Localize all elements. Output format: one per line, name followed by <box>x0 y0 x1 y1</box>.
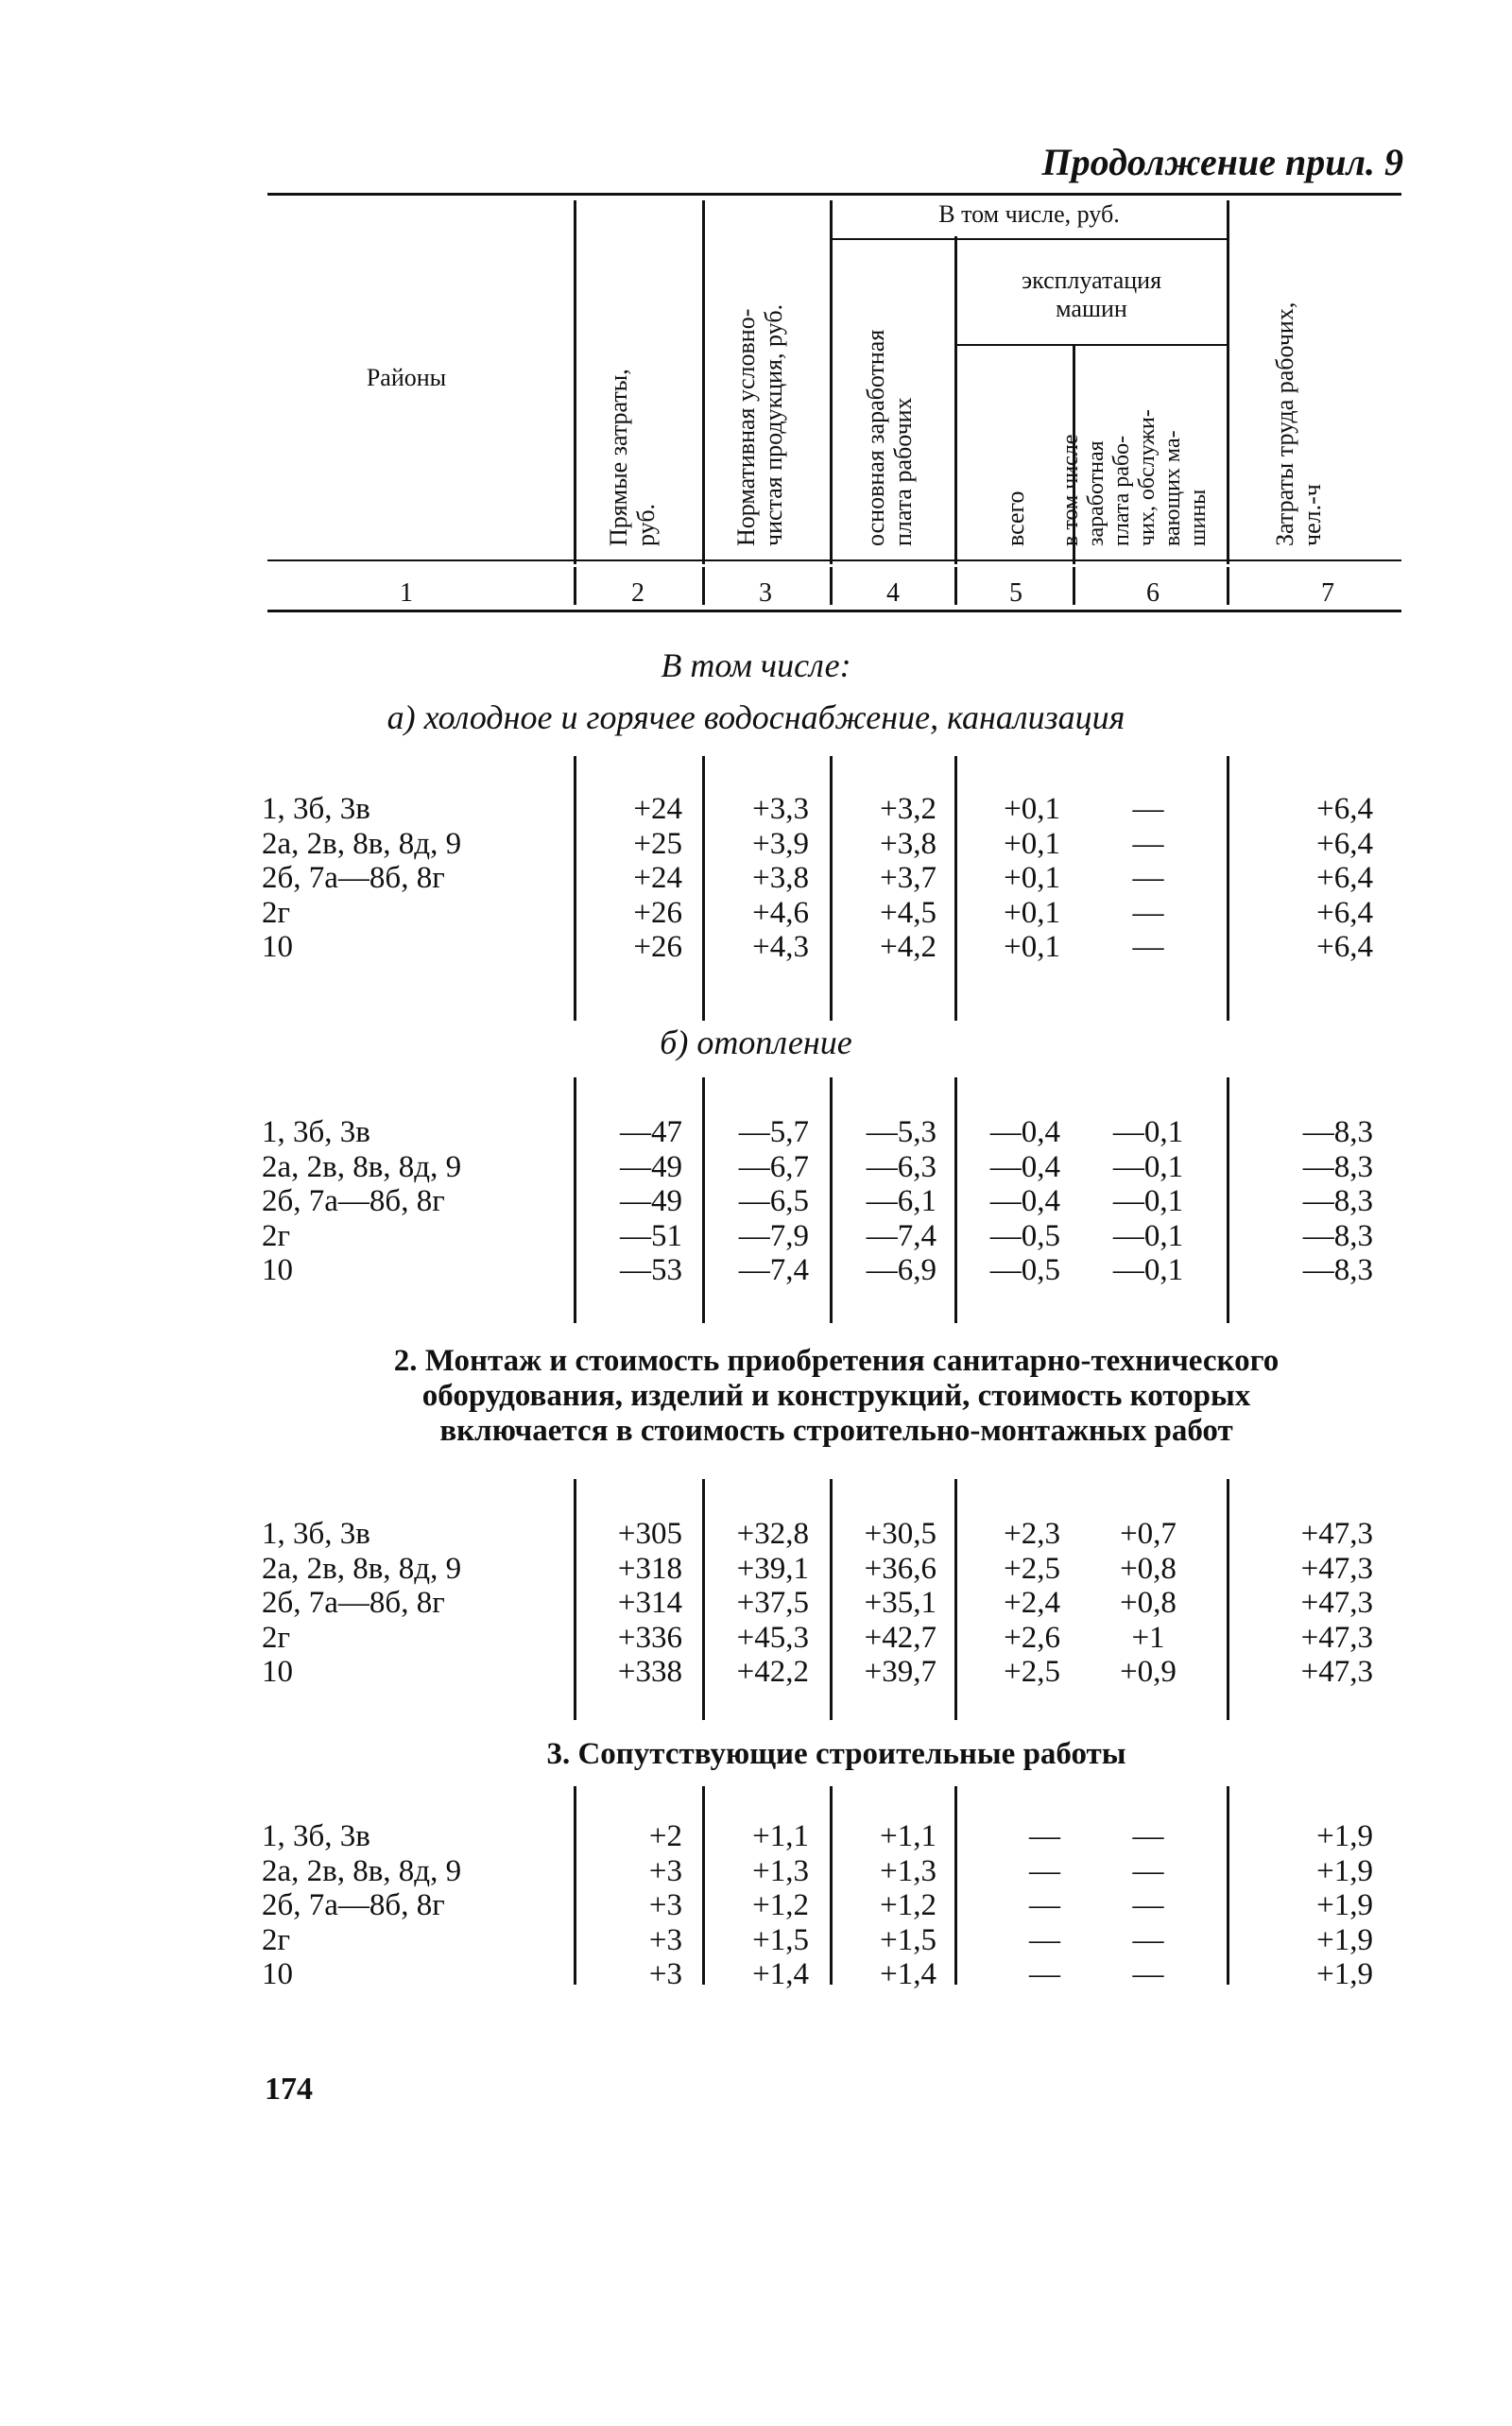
region-label: 2г <box>262 1218 291 1253</box>
col-header-net-product: Нормативная условно- чистая продукция, руб. <box>732 303 787 546</box>
region-label: 2а, 2в, 8в, 8д, 9 <box>262 1149 462 1184</box>
table-cell: — <box>1132 826 1164 861</box>
section-2-title-line: оборудования, изделий и конструкций, стоимость которых <box>421 1379 1251 1413</box>
header-bottom-rule <box>267 559 1401 561</box>
column-divider <box>702 1786 705 1985</box>
table-cell: +0,1 <box>1004 826 1060 861</box>
region-label: 1, 3б, 3в <box>262 1819 370 1853</box>
table-cell: +47,3 <box>1300 1517 1373 1551</box>
table-cell: +2,5 <box>1004 1655 1060 1689</box>
table-cell: +47,3 <box>1300 1655 1373 1689</box>
table-cell: +1,9 <box>1316 1922 1373 1957</box>
table-cell: +39,7 <box>864 1655 936 1689</box>
number-divider <box>574 567 576 605</box>
column-divider <box>574 1077 576 1323</box>
table-cell: — <box>1132 1922 1164 1957</box>
header-divider <box>830 200 833 564</box>
table-cell: +0,1 <box>1004 895 1060 930</box>
table-cell: +45,3 <box>736 1620 809 1655</box>
column-divider <box>954 1479 957 1720</box>
table-cell: +305 <box>617 1517 682 1551</box>
table-cell: —47 <box>620 1115 682 1149</box>
table-cell: — <box>1132 930 1164 964</box>
table-cell: —7,9 <box>738 1218 809 1253</box>
col-header-regions: Районы <box>366 364 447 391</box>
number-divider <box>954 567 957 605</box>
table-cell: —49 <box>620 1184 682 1218</box>
group-header-including: В том числе, руб. <box>938 200 1120 228</box>
col-header-base-wage: основная заработная плата рабочих <box>862 329 917 546</box>
table-cell: +26 <box>633 930 682 964</box>
table-cell: +42,7 <box>864 1620 936 1655</box>
table-cell: +3,8 <box>880 826 936 861</box>
table-cell: +338 <box>617 1655 682 1689</box>
table-cell: — <box>1029 1853 1060 1888</box>
region-label: 2а, 2в, 8в, 8д, 9 <box>262 1853 462 1888</box>
table-cell: +0,1 <box>1004 792 1060 826</box>
section-2-title-line: включается в стоимость строительно-монтажных работ <box>439 1414 1233 1448</box>
table-cell: +3,3 <box>752 792 809 826</box>
table-cell: +1,5 <box>880 1922 936 1957</box>
table-cell: +47,3 <box>1300 1620 1373 1655</box>
column-divider <box>830 1786 833 1985</box>
number-divider <box>1227 567 1229 605</box>
table-cell: +36,6 <box>864 1551 936 1586</box>
section-a-title: а) холодное и горячее водоснабжение, канализация <box>387 698 1125 736</box>
table-cell: —8,3 <box>1302 1253 1373 1287</box>
table-cell: — <box>1029 1922 1060 1957</box>
table-cell: — <box>1029 1957 1060 1991</box>
table-cell: — <box>1029 1888 1060 1922</box>
table-cell: +3,7 <box>880 861 936 895</box>
group-rule <box>832 238 1227 240</box>
column-divider <box>1227 1479 1229 1720</box>
col-number: 5 <box>1009 578 1022 608</box>
table-cell: +3,9 <box>752 826 809 861</box>
table-cell: +0,1 <box>1004 930 1060 964</box>
table-cell: — <box>1132 1888 1164 1922</box>
table-cell: —6,1 <box>866 1184 936 1218</box>
table-cell: +1,2 <box>880 1888 936 1922</box>
column-divider <box>954 1077 957 1323</box>
intro-heading: В том числе: <box>661 646 851 684</box>
table-cell: +26 <box>633 895 682 930</box>
table-cell: +6,4 <box>1316 861 1373 895</box>
table-cell: +6,4 <box>1316 930 1373 964</box>
table-cell: +1,4 <box>752 1957 809 1991</box>
number-divider <box>702 567 705 605</box>
region-label: 10 <box>262 1655 293 1689</box>
table-cell: +6,4 <box>1316 792 1373 826</box>
table-cell: — <box>1132 861 1164 895</box>
table-cell: +47,3 <box>1300 1551 1373 1586</box>
column-divider <box>954 1786 957 1985</box>
table-cell: —8,3 <box>1302 1218 1373 1253</box>
table-cell: —0,4 <box>989 1184 1060 1218</box>
subgroup-header-machines: эксплуатация машин <box>1021 267 1162 322</box>
table-cell: +336 <box>617 1620 682 1655</box>
table-cell: +39,1 <box>736 1551 809 1586</box>
region-label: 10 <box>262 930 293 964</box>
table-cell: +3 <box>648 1853 682 1888</box>
region-label: 2б, 7а—8б, 8г <box>262 861 445 895</box>
table-cell: +2,4 <box>1004 1586 1060 1620</box>
table-cell: +314 <box>617 1586 682 1620</box>
table-cell: +4,6 <box>752 895 809 930</box>
table-cell: —53 <box>620 1253 682 1287</box>
table-cell: +3 <box>648 1957 682 1991</box>
table-cell: +1,4 <box>880 1957 936 1991</box>
table-cell: — <box>1132 1957 1164 1991</box>
col-number: 6 <box>1146 578 1160 608</box>
section-3-title: 3. Сопутствующие строительные работы <box>546 1737 1126 1771</box>
table-cell: +4,3 <box>752 930 809 964</box>
column-divider <box>1227 1077 1229 1323</box>
table-cell: +3,2 <box>880 792 936 826</box>
column-divider <box>830 756 833 1021</box>
table-cell: —8,3 <box>1302 1149 1373 1184</box>
table-cell: +2,6 <box>1004 1620 1060 1655</box>
number-divider <box>1073 567 1075 605</box>
table-cell: —6,9 <box>866 1253 936 1287</box>
table-cell: —6,5 <box>738 1184 809 1218</box>
table-cell: —0,5 <box>989 1218 1060 1253</box>
table-cell: +24 <box>633 792 682 826</box>
region-label: 2б, 7а—8б, 8г <box>262 1586 445 1620</box>
col-header-operator-wage: в том числе заработная плата рабо- чих, обслужи- вающих ма- шины <box>1058 409 1211 546</box>
table-cell: —51 <box>620 1218 682 1253</box>
table-cell: +47,3 <box>1300 1586 1373 1620</box>
column-divider <box>574 1786 576 1985</box>
table-cell: +25 <box>633 826 682 861</box>
column-divider <box>574 756 576 1021</box>
table-cell: —49 <box>620 1149 682 1184</box>
section-b-title: б) отопление <box>660 1024 852 1061</box>
table-cell: +30,5 <box>864 1517 936 1551</box>
table-cell: — <box>1132 1853 1164 1888</box>
number-divider <box>830 567 833 605</box>
table-cell: +32,8 <box>736 1517 809 1551</box>
table-cell: +6,4 <box>1316 826 1373 861</box>
column-divider <box>702 1077 705 1323</box>
table-cell: +0,9 <box>1120 1655 1177 1689</box>
region-label: 2г <box>262 1922 291 1957</box>
table-cell: +1,3 <box>880 1853 936 1888</box>
table-cell: —0,4 <box>989 1149 1060 1184</box>
table-cell: —6,7 <box>738 1149 809 1184</box>
running-title: Продолжение прил. 9 <box>1041 141 1403 183</box>
column-divider <box>830 1479 833 1720</box>
col-header-labor: Затраты труда рабочих, чел.-ч <box>1271 301 1326 546</box>
subgroup-rule <box>956 344 1227 346</box>
column-divider <box>830 1077 833 1323</box>
table-cell: +37,5 <box>736 1586 809 1620</box>
table-cell: +1,9 <box>1316 1957 1373 1991</box>
table-cell: — <box>1132 895 1164 930</box>
table-cell: +2,3 <box>1004 1517 1060 1551</box>
table-cell: +0,8 <box>1120 1586 1177 1620</box>
table-cell: — <box>1029 1819 1060 1853</box>
region-label: 2б, 7а—8б, 8г <box>262 1184 445 1218</box>
table-cell: —0,5 <box>989 1253 1060 1287</box>
table-cell: — <box>1132 792 1164 826</box>
table-cell: +1,9 <box>1316 1819 1373 1853</box>
region-label: 2б, 7а—8б, 8г <box>262 1888 445 1922</box>
region-label: 10 <box>262 1253 293 1287</box>
table-cell: +1 <box>1131 1620 1165 1655</box>
table-cell: +1,2 <box>752 1888 809 1922</box>
col-number: 2 <box>631 578 644 608</box>
table-cell: +0,7 <box>1120 1517 1177 1551</box>
region-label: 2г <box>262 895 291 930</box>
table-cell: +0,1 <box>1004 861 1060 895</box>
table-cell: — <box>1132 1819 1164 1853</box>
table-cell: +3 <box>648 1888 682 1922</box>
col-number: 1 <box>400 578 413 608</box>
region-label: 2а, 2в, 8в, 8д, 9 <box>262 826 462 861</box>
region-label: 1, 3б, 3в <box>262 792 370 826</box>
table-cell: +1,1 <box>752 1819 809 1853</box>
region-label: 1, 3б, 3в <box>262 1517 370 1551</box>
column-divider <box>1227 756 1229 1021</box>
region-label: 1, 3б, 3в <box>262 1115 370 1149</box>
table-cell: —0,1 <box>1112 1184 1184 1218</box>
table-cell: —7,4 <box>738 1253 809 1287</box>
table-cell: —0,4 <box>989 1115 1060 1149</box>
table-cell: +6,4 <box>1316 895 1373 930</box>
table-cell: +3,8 <box>752 861 809 895</box>
table-cell: +2 <box>648 1819 682 1853</box>
table-cell: —0,1 <box>1112 1149 1184 1184</box>
table-cell: +1,5 <box>752 1922 809 1957</box>
table-cell: +35,1 <box>864 1586 936 1620</box>
table-cell: +1,9 <box>1316 1853 1373 1888</box>
header-divider <box>574 200 576 564</box>
table-cell: +1,3 <box>752 1853 809 1888</box>
table-cell: +0,8 <box>1120 1551 1177 1586</box>
col-header-direct-costs: Прямые затраты, руб. <box>605 369 660 546</box>
section-2-title-line: 2. Монтаж и стоимость приобретения санитарно-технического <box>393 1344 1280 1378</box>
table-cell: +2,5 <box>1004 1551 1060 1586</box>
region-label: 2г <box>262 1620 291 1655</box>
column-divider <box>954 756 957 1021</box>
table-cell: +4,2 <box>880 930 936 964</box>
table-cell: +42,2 <box>736 1655 809 1689</box>
table-cell: —0,1 <box>1112 1218 1184 1253</box>
col-number: 3 <box>759 578 772 608</box>
region-label: 10 <box>262 1957 293 1991</box>
table-cell: +24 <box>633 861 682 895</box>
table-head-bottom-rule <box>267 610 1401 612</box>
header-top-rule <box>267 193 1401 196</box>
header-divider <box>1227 200 1229 564</box>
table-cell: —8,3 <box>1302 1184 1373 1218</box>
column-divider <box>574 1479 576 1720</box>
table-cell: +4,5 <box>880 895 936 930</box>
table-cell: —5,7 <box>738 1115 809 1149</box>
table-cell: +318 <box>617 1551 682 1586</box>
table-cell: —8,3 <box>1302 1115 1373 1149</box>
column-divider <box>702 1479 705 1720</box>
table-cell: —0,1 <box>1112 1253 1184 1287</box>
column-divider <box>702 756 705 1021</box>
col-number: 7 <box>1321 578 1334 608</box>
table-cell: +3 <box>648 1922 682 1957</box>
col-header-machines-total: всего <box>1002 490 1029 546</box>
table-cell: +1,1 <box>880 1819 936 1853</box>
table-cell: —7,4 <box>866 1218 936 1253</box>
column-divider <box>1227 1786 1229 1985</box>
header-divider <box>702 200 705 564</box>
page-number: 174 <box>265 2072 313 2107</box>
table-cell: —0,1 <box>1112 1115 1184 1149</box>
table-cell: —5,3 <box>866 1115 936 1149</box>
region-label: 2а, 2в, 8в, 8д, 9 <box>262 1551 462 1586</box>
table-cell: +1,9 <box>1316 1888 1373 1922</box>
table-cell: —6,3 <box>866 1149 936 1184</box>
col-number: 4 <box>886 578 900 608</box>
